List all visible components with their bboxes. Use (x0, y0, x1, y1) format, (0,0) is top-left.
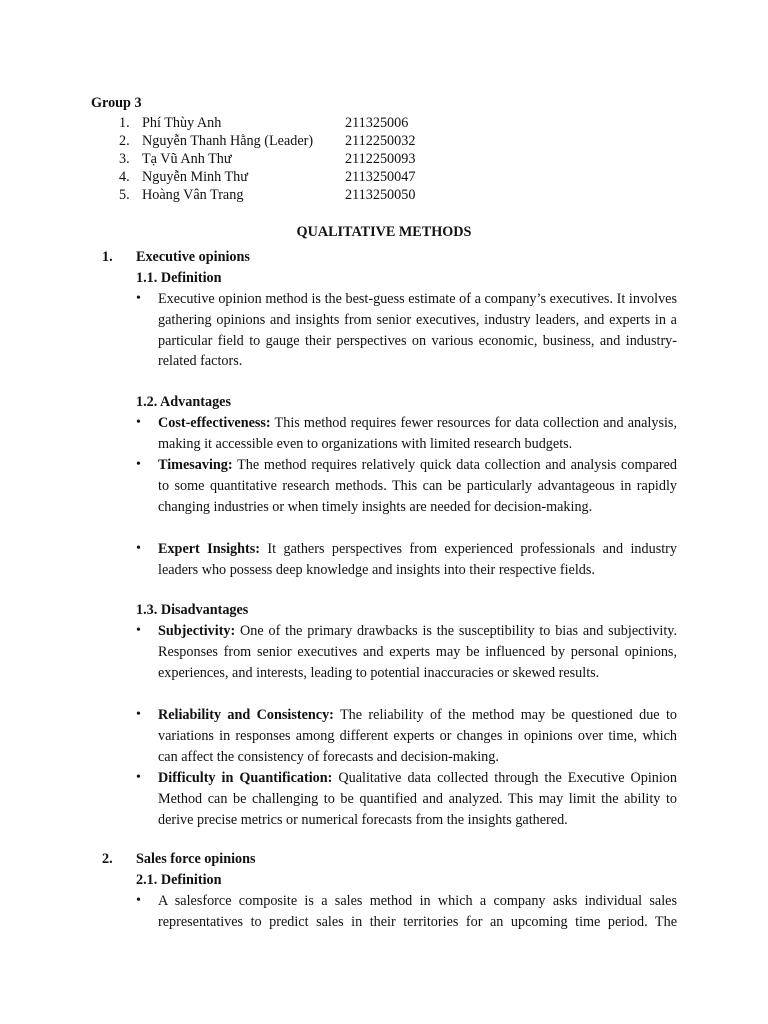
member-name: Nguyễn Minh Thư (142, 169, 248, 185)
section-title: Executive opinions (136, 249, 250, 265)
disadvantage-item (158, 768, 677, 830)
bullet-marker: • (136, 707, 141, 722)
advantage-item (158, 539, 677, 581)
section-title: Sales force opinions (136, 851, 256, 867)
definition-paragraph: A salesforce composite is a sales method in which a company asks individual sales representatives to predict sales in their territories for an upcoming time period. The (158, 893, 677, 930)
item-text: The reliability of the method may be questioned due to variations in responses among different experts or changes in opinions over time, which can affect the consistency of forecasts and decision-making. (158, 707, 678, 765)
member-name: Hoàng Vân Trang (142, 187, 244, 203)
subsection-heading: 1.3. Disadvantages (136, 602, 249, 618)
bullet-marker: • (136, 457, 141, 472)
bullet-marker: • (136, 291, 141, 306)
member-id: 2112250032 (345, 133, 416, 149)
section-number: 1. (102, 249, 113, 265)
bullet-marker: • (136, 415, 141, 430)
member-num: 2. (119, 133, 130, 149)
definition-paragraph: Executive opinion method is the best-guess estimate of a company’s executives. It involves gathering opinions and insights from senior executives, industry leaders, and experts in a particular field to gauge their perspectives on various economic, business, and industry-related factors. (158, 291, 677, 370)
item-label: Subjectivity: (158, 623, 236, 639)
disadvantage-item (158, 705, 677, 767)
item-text: One of the primary drawbacks is the susceptibility to bias and subjectivity. Responses from senior executives and experts may be influenced by personal opinions, experiences, and interests, leading to potential inaccuracies or skewed results. (158, 623, 677, 681)
subsection-heading: 1.1. Definition (136, 270, 222, 286)
group-title: Group 3 (91, 95, 142, 111)
member-num: 5. (119, 187, 130, 203)
member-id: 2113250050 (345, 187, 416, 203)
item-text: This method requires fewer resources for data collection and analysis, making it accessible even to organizations with limited research budgets. (158, 415, 677, 452)
subsection-heading: 2.1. Definition (136, 872, 222, 888)
member-num: 1. (119, 115, 130, 131)
member-name: Tạ Vũ Anh Thư (142, 151, 232, 167)
bullet-marker: • (136, 770, 141, 785)
member-id: 211325006 (345, 115, 409, 131)
member-num: 4. (119, 169, 130, 185)
item-label: Cost-effectiveness: (158, 415, 271, 431)
disadvantage-item (158, 621, 677, 683)
member-num: 3. (119, 151, 130, 167)
item-label: Expert Insights: (158, 541, 261, 557)
item-label: Timesaving: (158, 457, 233, 473)
item-text: It gathers perspectives from experienced professionals and industry leaders who possess deep knowledge and insights into their respective fields. (158, 541, 677, 578)
bullet-marker: • (136, 893, 141, 908)
member-name: Nguyễn Thanh Hằng (Leader) (142, 133, 314, 149)
section-number: 2. (102, 851, 113, 867)
item-text: The method requires relatively quick data collection and analysis compared to some quantitative research methods. This can be particularly advantageous in rapidly changing industries or when timely insights are needed for decision-making. (158, 457, 677, 515)
document-title: QUALITATIVE METHODS (296, 224, 472, 240)
bullet-marker: • (136, 623, 141, 638)
member-name: Phí Thùy Anh (142, 115, 222, 131)
subsection-heading: 1.2. Advantages (136, 394, 231, 410)
item-label: Reliability and Consistency: (158, 707, 334, 723)
bullet-marker: • (136, 541, 141, 556)
item-label: Difficulty in Quantification: (158, 770, 333, 786)
item-text: Qualitative data collected through the Executive Opinion Method can be challenging to be quantified and analyzed. This may limit the ability to derive precise metrics or numerical forecasts from the insights gathered. (158, 770, 677, 828)
member-id: 2113250047 (345, 169, 416, 185)
advantage-item (158, 413, 677, 455)
advantage-item (158, 455, 677, 517)
member-id: 2112250093 (345, 151, 416, 167)
